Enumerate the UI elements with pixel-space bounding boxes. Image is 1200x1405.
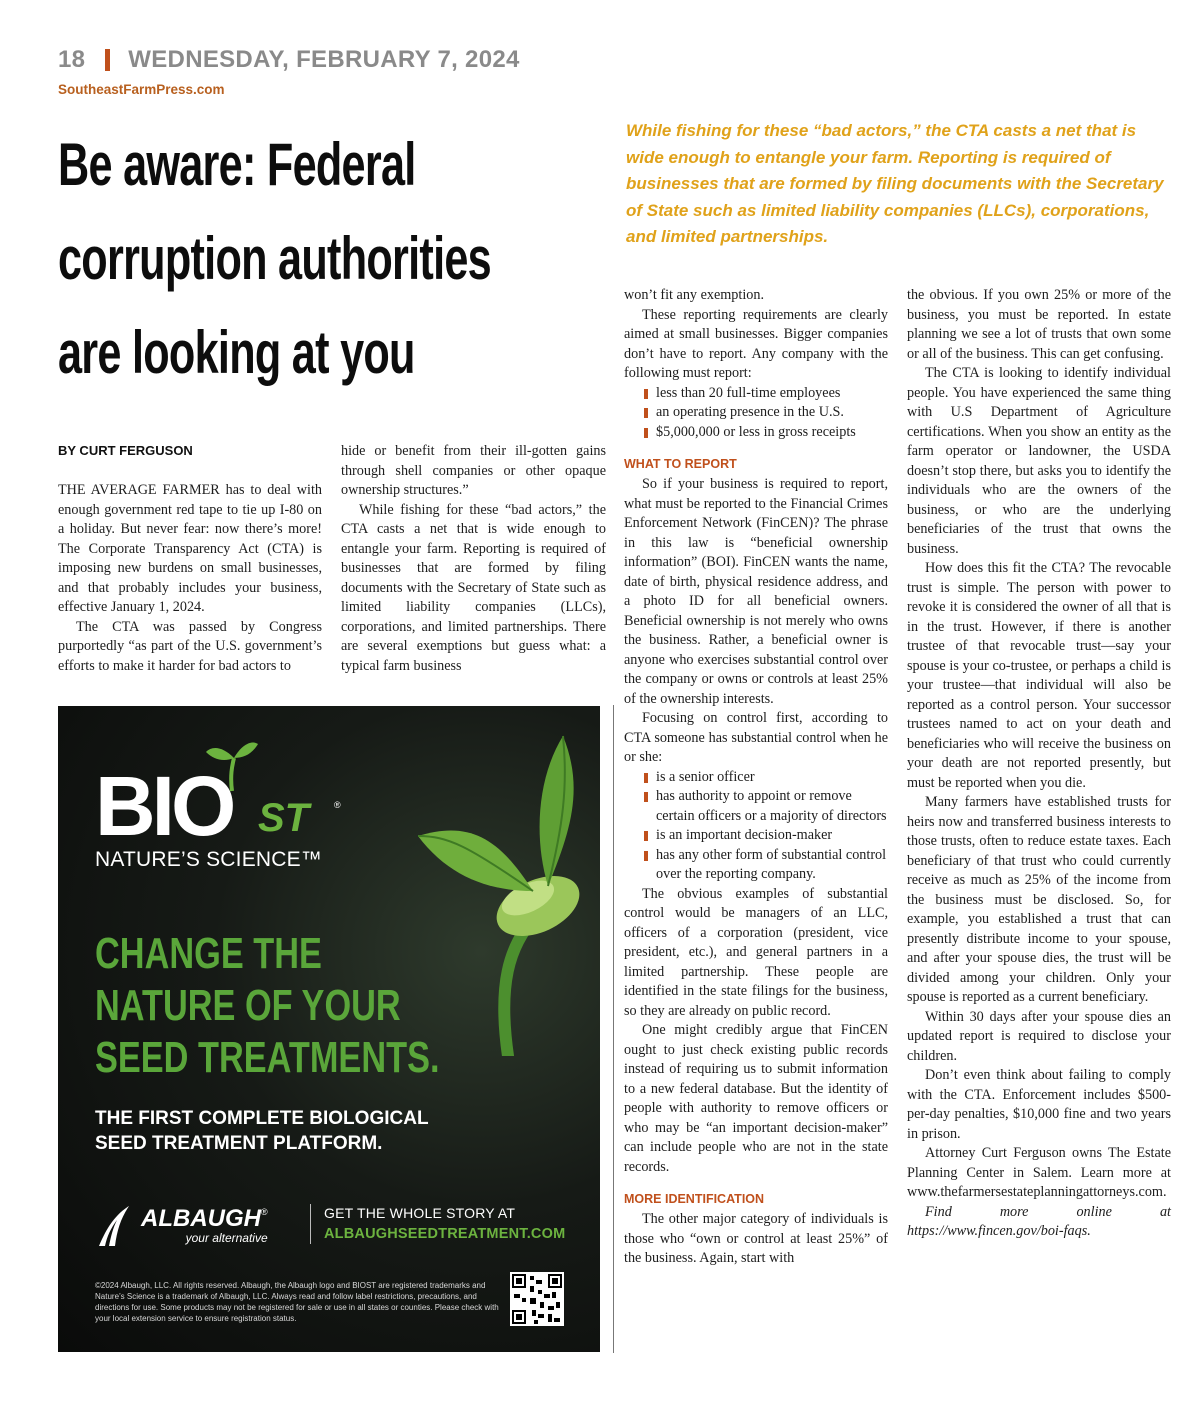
- article-column-1: [58, 481, 322, 676]
- ad-cta-text: GET THE WHOLE STORY AT: [324, 1205, 516, 1221]
- byline: BY CURT FERGUSON: [58, 443, 193, 458]
- logo-tagline: NATURE’S SCIENCE™: [95, 848, 323, 871]
- column-rule: [613, 705, 614, 1353]
- body-paragraph: The obvious examples of substantial control would be managers of an LLC, officers of a corporation (president, vice president, etc.), and general partners in a limited partnership. These people are identified in the state filings for the business, so they are already on public record.: [624, 885, 888, 1019]
- list-item: an operating presence in the U.S.: [642, 403, 888, 423]
- list-item: has any other form of substantial control over the reporting company.: [642, 846, 888, 885]
- bullet-list: [624, 768, 888, 885]
- article-column-3: [624, 286, 888, 1269]
- section-heading: WHAT TO REPORT: [624, 457, 737, 471]
- body-paragraph: How does this fit the CTA? The revocable trust is simple. The person with power to revoke it is considered the owner of all that is in the trust. However, if there is another trustee of that revocable trust—say your spouse is your co-trustee, or perhaps a child is your trustee—that individual will also be reported as a control person. Your successor trustees named to act on your death and beneficiaries who will receive the business on your death are not reported presently, but must be reported when you die.: [907, 560, 1171, 791]
- biost-logo: BIO: [95, 759, 233, 853]
- pull-quote: While fishing for these “bad actors,” the CTA casts a net that is wide enough to entangle your farm. Reporting is required of businesses that are formed by filing documents with the Secretary of State such as limited liability companies (LLCs), corporations, and limited partnerships.: [626, 121, 1164, 246]
- ad-headline-line: CHANGE THE: [95, 929, 322, 978]
- ad-headline-line: NATURE OF YOUR: [95, 981, 401, 1030]
- leaf-icon: [202, 736, 262, 796]
- list-item: less than 20 full-time employees: [642, 384, 888, 404]
- bullet-list: [624, 384, 888, 443]
- ad-divider: [310, 1204, 311, 1244]
- body-paragraph: hide or benefit from their ill-gotten gains through shell companies or other opaque ownership structures.”: [341, 443, 606, 498]
- body-paragraph: Many farmers have established trusts for heirs now and transferred business interests to those trusts, often to reduce estate taxes. Each beneficiary of that trust who could currently receive as much as 25% of the income from the business must be disclosed. So, for example, you established a trust that can presently distribute income to your spouse, and after your spouse dies, the trust will be divided among your children. Only your spouse is reported as a current beneficiary.: [907, 794, 1171, 1005]
- body-paragraph: The CTA is looking to identify individual people. You have experienced the same thing with U.S Department of Agriculture certifications. When you show an entity as the farm operator or landowner, the USDA doesn’t stop there, but asks you to identify the individuals who are the owners of the business, or who are the underlying beneficiaries of the trust that owns the business.: [907, 365, 1171, 557]
- body-paragraph: Don’t even think about failing to comply with the CTA. Enforcement includes $500-per-day penalties, $10,000 fine and two years in prison.: [907, 1067, 1171, 1142]
- folio-divider: [105, 49, 110, 71]
- body-paragraph: The other major category of individuals is those who “own or control at least 25%” of the business. Again, start with: [624, 1211, 888, 1266]
- ad-fine-print: ©2024 Albaugh, LLC. All rights reserved. Albaugh, the Albaugh logo and BIOST are registered trademarks and Nature’s Science is a trademark of Albaugh, LLC. Always read and follow label restrictions, precautions, and directions for use. Some products may not be registered for sale or use in all states or counties. Please check with your local extension service to ensure registration status.: [95, 1281, 499, 1323]
- article-headline: [58, 118, 491, 400]
- ad-subhead: THE FIRST COMPLETE BIOLOGICAL SEED TREATMENT PLATFORM.: [95, 1108, 429, 1154]
- headline-line: Be aware: Federal: [58, 131, 416, 198]
- page-number: 18: [58, 46, 86, 73]
- author-bio: Attorney Curt Ferguson owns The Estate Planning Center in Salem. Learn more at www.thefarmersestateplanningattorneys.com.: [907, 1145, 1171, 1200]
- body-paragraph: While fishing for these “bad actors,” the CTA casts a net that is wide enough to entangle your farm. Reporting is required of businesses that are formed by filing documents with the Secretary of State such as limited liability companies (LLCs), corporations, and limited partnerships. There are several exemptions but guess what: a typical farm business: [341, 501, 606, 674]
- site-link[interactable]: SoutheastFarmPress.com: [58, 82, 225, 97]
- body-paragraph: Within 30 days after your spouse dies an updated report is required to disclose your children.: [907, 1008, 1171, 1064]
- brand-registered: ®: [261, 1207, 268, 1217]
- list-item: is an important decision-maker: [642, 826, 888, 846]
- body-paragraph: So if your business is required to report, what must be reported to the Financial Crimes Enforcement Network (FinCEN)? The phrase in this law is “beneficial ownership information” (BOI). FinCEN wants the name, date of birth, physical residence address, and a photo ID for all beneficial owners. Beneficial ownership is not merely who owns the business. Rather, a beneficial owner is anyone who exercises substantial control over the company or owns or controls at least 25% of the ownership interests.: [624, 476, 888, 707]
- brand-name: ALBAUGH: [141, 1205, 261, 1232]
- body-paragraph: The CTA was passed by Congress purportedly “as part of the U.S. government’s efforts to make it harder for bad actors to: [58, 618, 322, 674]
- body-paragraph: These reporting requirements are clearly aimed at small businesses. Bigger companies don’t have to report. Any company with the following must report:: [624, 306, 888, 381]
- ad-headline: [95, 928, 439, 1084]
- list-item: has authority to appoint or remove certain officers or a majority of directors: [642, 787, 888, 826]
- body-paragraph: the obvious. If you own 25% or more of the business, you must be reported. In estate planning we see a lot of trusts that own some or all of the business. This can get confusing.: [907, 287, 1171, 362]
- body-paragraph: One might credibly argue that FinCEN ought to just check existing public records instead of requiring us to submit information to a new federal database. But the identity of people with authority to remove officers or who may be “an important decision-maker” can include people who are not in the state records.: [624, 1022, 888, 1175]
- body-paragraph: won’t fit any exemption.: [624, 287, 765, 303]
- section-heading: MORE IDENTIFICATION: [624, 1192, 765, 1206]
- ad-headline-line: SEED TREATMENTS.: [95, 1033, 440, 1082]
- headline-line: are looking at you: [58, 319, 415, 386]
- albaugh-mark-icon: [95, 1204, 135, 1248]
- article-column-2: [341, 442, 606, 676]
- more-info-link[interactable]: Find more online at https://www.fincen.gov/boi-faqs.: [907, 1203, 1171, 1239]
- registered-mark: ®: [334, 800, 341, 810]
- body-paragraph: THE AVERAGE FARMER has to deal with enough government red tape to tie up I-80 on a holiday. But never fear: now there’s more! The Corporate Transparency Act (CTA) is imposing new burdens on small businesses, and that probably includes your business, effective January 1, 2024.: [58, 482, 322, 615]
- list-item: is a senior officer: [642, 768, 888, 788]
- biost-logo-suffix: ST: [258, 796, 310, 840]
- body-paragraph: Focusing on control first, according to CTA someone has substantial control when he or she:: [624, 710, 888, 765]
- brand-tagline: your alternative: [185, 1231, 268, 1245]
- article-column-4: [907, 286, 1171, 1242]
- ad-cta-url[interactable]: ALBAUGHSEEDTREATMENT.COM: [324, 1226, 566, 1242]
- qr-code-icon[interactable]: [510, 1272, 564, 1326]
- advertisement[interactable]: [58, 706, 600, 1352]
- headline-line: corruption authorities: [58, 225, 491, 292]
- issue-date: WEDNESDAY, FEBRUARY 7, 2024: [128, 46, 520, 73]
- albaugh-logo: [95, 1204, 268, 1248]
- list-item: $5,000,000 or less in gross receipts: [642, 423, 888, 443]
- page-folio: [58, 46, 520, 74]
